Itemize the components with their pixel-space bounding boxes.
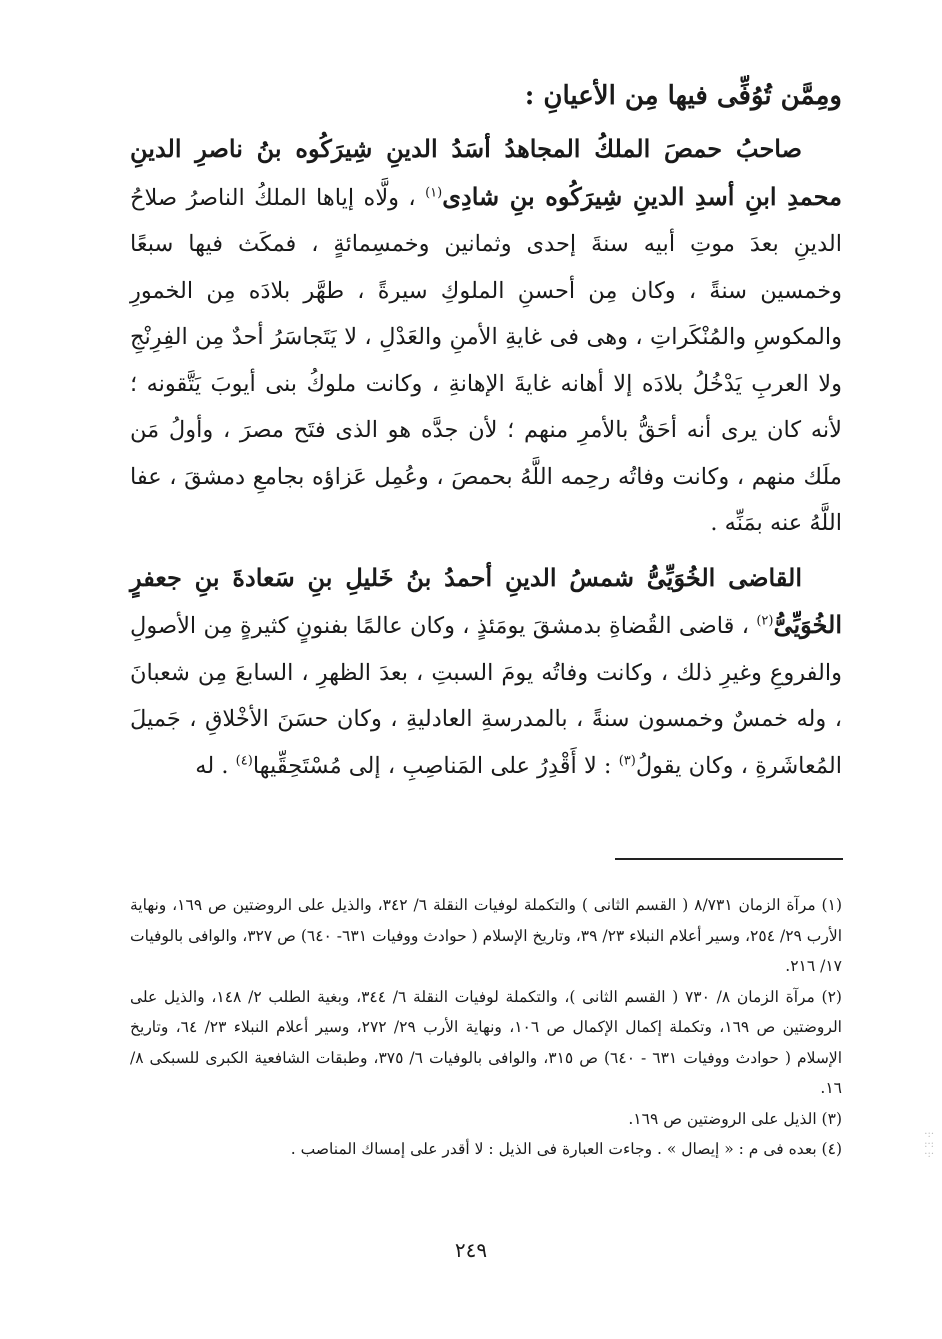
footnote-ref-2: (٢): [756, 613, 774, 629]
footnote-2: (٢) مرآة الزمان ٨/ ٧٣٠ ( القسم الثانى )، والتكملة لوفيات النقلة ٦/ ٣٤٤، وبغية الطلب ٢/ ١٤٨، والذيل على الروضتين ص ١٦٩، وتكملة إكمال الإكمال ص ١٠٦، ونهاية الأرب ٢٩/ ٢٧٢، وسير أعلام النبلاء ٢٣/ ٦٤، وتاريخ الإسلام ( حوادث ووفيات ٦٣١ - ٦٤٠) ص ٣١٥، والوافى بالوفيات ٦/ ٣٧٥، وطبقات الشافعية الكبرى للسبكى ٨/ ١٦.: [130, 987, 843, 1097]
entry-paragraph-1: [130, 126, 842, 547]
footnotes: [130, 890, 842, 1165]
section-heading: ومِمَّن تُوُفِّى فيها مِن الأعيانِ :: [524, 81, 842, 111]
scan-speckle: ·:· :·: ·:·: [924, 1129, 934, 1160]
page-number: ٢٤٩: [454, 1238, 488, 1262]
footnote-ref-1: (١): [425, 185, 443, 200]
entry-paragraph-2: [130, 555, 842, 790]
footnote-4: (٤) بعده فى م : « إيصال » . وجاءت العبارة فى الذيل : لا أقدر على إمساك المناصب .: [290, 1140, 842, 1158]
entry-text-2b: : لا أَقْدِرُ على المَناصِبِ ، إلى مُسْتَحِقِّيها: [252, 752, 612, 779]
footnote-divider: [615, 858, 843, 860]
footnote-ref-3: (٣): [618, 753, 636, 768]
entry-name-1: صاحبُ حمصَ الملكُ المجاهدُ أسَدُ الدينِ شِيرَكُوه بنُ ناصرِ الدينِ محمدِ ابنِ أسدِ الدينِ شِيرَكُوه بنِ شادِى: [130, 134, 843, 211]
footnote-ref-4: (٤): [235, 753, 253, 768]
entry-name-2: القاضى الخُوَيِّىُّ شمسُ الدينِ أحمدُ بنُ خَليلِ بنِ سَعادةَ بنِ جعفرٍ الخُوَيِّىُّ: [130, 562, 843, 639]
entry-text-2a: ، قاضى القُضاةِ بدمشقَ يومَئذٍ ، وكان عالمًا بفنونٍ كثيرةٍ مِن الأصولِ والفروعِ وغيرِ ذلك ، وكانت وفاتُه يومَ السبتِ ، بعدَ الظهرِ ، السابعَ مِن شعبانَ ، وله خمسٌ وخمسون سنةً ، بالمدرسةِ العادليةِ ، وكان حسَنَ الأخْلاقِ ، جَميلَ المُعاشَرةِ ، وكان يقولُ: [130, 613, 842, 779]
entry-text-1: ، ولَّاه إياها الملكُ الناصرُ صلاحُ الدينِ بعدَ موتِ أبيه سنةَ إحدى وثمانين وخمسِمائةٍ ، فمكَث فيها سبعًا وخمسين سنةً ، وكان مِن أحسنِ الملوكِ سيرةً ، طهَّر بلادَه مِن الخمورِ والمكوسِ والمُنْكَراتِ ، وهى فى غايةِ الأمنِ والعَدْلِ ، لا يَتَجاسَرُ أحدٌ مِن الفِرِنْجِ ولا العربِ يَدْخُلُ بلادَه إلا أهانه غايةَ الإهانةِ ، وكانت ملوكُ بنى أيوبَ يَتَّقونه ؛ لأنه كان يرى أنه أحَقُّ بالأمرِ منهم ؛ لأن جدَّه هو الذى فتَح مصرَ ، وأولُ مَن ملَك منهم ، وكانت وفاتُه رحِمه اللَّهُ بحمصَ ، وعُمِل عَزاؤه بجامعِ دمشقَ ، عفا اللَّهُ عنه بمَنِّه .: [130, 184, 842, 536]
entry-text-2c: . له: [195, 752, 229, 779]
footnote-1: (١) مرآة الزمان ٨/٧٣١ ( القسم الثانى ) والتكملة لوفيات النقلة ٦/ ٣٤٢، والذيل على الروضتين ص ١٦٩، ونهاية الأرب ٢٩/ ٢٥٤، وسير أعلام النبلاء ٢٣/ ٣٩، وتاريخ الإسلام ( حوادث ووفيات ٦٣١- ٦٤٠) ص ٣٢٧، والوافى بالوفيات ١٧/ ٢١٦.: [130, 896, 843, 975]
main-text: [130, 126, 842, 797]
footnote-3: (٣) الذيل على الروضتين ص ١٦٩.: [628, 1109, 842, 1128]
